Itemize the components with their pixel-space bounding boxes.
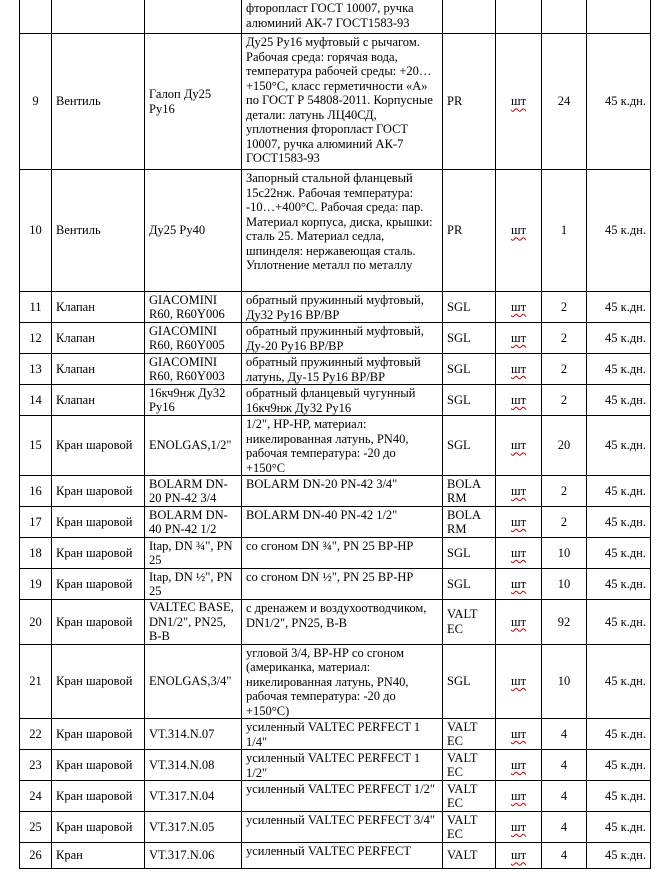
table-row — [20, 292, 651, 323]
item-model: VALTEC BASE, DN1/2", PN25, В-В — [145, 600, 242, 645]
item-quantity: 92 — [542, 600, 587, 645]
item-description: с дренажем и воздухоотводчиком, DN1/2", PN25, В-В — [242, 600, 443, 645]
row-number: 22 — [20, 719, 52, 750]
item-name: Кран шаровой — [52, 569, 145, 600]
unit-text: шт — [510, 299, 527, 314]
item-manufacturer: VALT EC — [443, 600, 496, 645]
item-description: усиленный VALTEC PERFECT 1/2" — [242, 781, 443, 812]
item-unit — [496, 750, 542, 781]
item-manufacturer: SGL — [443, 416, 496, 476]
item-quantity: 4 — [542, 781, 587, 812]
item-manufacturer: SGL — [443, 292, 496, 323]
item-quantity: 2 — [542, 292, 587, 323]
item-name: Кран шаровой — [52, 476, 145, 507]
item-quantity: 10 — [542, 538, 587, 569]
item-description: усиленный VALTEC PERFECT 1 1/2" — [242, 750, 443, 781]
item-quantity: 10 — [542, 569, 587, 600]
unit-text: шт — [510, 483, 527, 498]
item-model: VT.314.N.08 — [145, 750, 242, 781]
table-row — [20, 416, 651, 476]
unit-text: шт — [510, 545, 527, 560]
item-model: ENOLGAS,3/4" — [145, 644, 242, 719]
row-number: 16 — [20, 476, 52, 507]
unit-text: шт — [510, 726, 527, 741]
item-model: GIACOMINI R60, R60Y006 — [145, 292, 242, 323]
row-number: 10 — [20, 170, 52, 292]
item-delivery-term: 45 к.дн. — [587, 750, 651, 781]
item-unit — [496, 476, 542, 507]
item-manufacturer: SGL — [443, 538, 496, 569]
item-delivery-term: 45 к.дн. — [587, 538, 651, 569]
table-row — [20, 569, 651, 600]
item-delivery-term: 45 к.дн. — [587, 34, 651, 170]
item-quantity: 20 — [542, 416, 587, 476]
item-description: BOLARM DN-40 PN-42 1/2" — [242, 507, 443, 538]
item-name: Кран шаровой — [52, 600, 145, 645]
item-manufacturer: VALT EC — [443, 812, 496, 843]
item-model — [145, 0, 242, 34]
item-quantity: 2 — [542, 385, 587, 416]
unit-text: шт — [510, 223, 527, 238]
item-description: со сгоном DN ½", PN 25 ВР-НР — [242, 569, 443, 600]
item-manufacturer: VALT EC — [443, 719, 496, 750]
item-delivery-term: 45 к.дн. — [587, 812, 651, 843]
table-row — [20, 719, 651, 750]
table-body — [20, 0, 651, 869]
item-delivery-term: 45 к.дн. — [587, 644, 651, 719]
table-row — [20, 476, 651, 507]
item-description: усиленный VALTEC PERFECT 3/4" — [242, 812, 443, 843]
item-delivery-term: 45 к.дн. — [587, 354, 651, 385]
item-manufacturer: BOLA RM — [443, 507, 496, 538]
item-name: Кран шаровой — [52, 416, 145, 476]
item-manufacturer — [443, 0, 496, 34]
item-description: обратный фланцевый чугунный 16кч9нж Ду32 Ру16 — [242, 385, 443, 416]
item-name: Клапан — [52, 354, 145, 385]
specification-table — [19, 0, 651, 869]
item-name: Клапан — [52, 292, 145, 323]
item-quantity: 2 — [542, 354, 587, 385]
item-quantity: 10 — [542, 644, 587, 719]
item-name: Кран шаровой — [52, 644, 145, 719]
item-manufacturer: VALT EC — [443, 750, 496, 781]
row-number: 9 — [20, 34, 52, 170]
item-model: Itap, DN ½", PN 25 — [145, 569, 242, 600]
item-delivery-term: 45 к.дн. — [587, 569, 651, 600]
item-manufacturer: SGL — [443, 385, 496, 416]
row-number — [20, 0, 52, 34]
item-manufacturer: VALT EC — [443, 781, 496, 812]
unit-text: шт — [510, 848, 527, 863]
item-name: Кран шаровой — [52, 507, 145, 538]
item-description: Ду25 Ру16 муфтовый с рычагом. Рабочая среда: горячая вода, температура рабочей среды: +20…+150°С, класс герметичности «А» по ГОСТ Р 54808-2011. Корпусные детали: латунь ЛЦ40СД, уплотнения фторопласт ГОСТ 10007, ручка алюминий АК-7 ГОСТ1583-93 — [242, 34, 443, 170]
item-unit — [496, 569, 542, 600]
item-unit — [496, 0, 542, 34]
item-model: Itap, DN ¾", PN 25 — [145, 538, 242, 569]
item-description: угловой 3/4, ВР-НР со сгоном (американка, материал: никелированная латунь, PN40, рабочая температура: -20 до +150°С) — [242, 644, 443, 719]
item-delivery-term: 45 к.дн. — [587, 507, 651, 538]
row-number: 18 — [20, 538, 52, 569]
unit-text: шт — [510, 819, 527, 834]
table-row — [20, 385, 651, 416]
item-quantity: 24 — [542, 34, 587, 170]
unit-text: шт — [510, 757, 527, 772]
item-description: обратный пружинный муфтовый, Ду32 Ру16 ВР/ВР — [242, 292, 443, 323]
item-name: Кран шаровой — [52, 812, 145, 843]
item-description: Запорный стальной фланцевый 15с22нж. Рабочая температура: -10…+400°С. Рабочая среда: пар. Материал корпуса, диска, крышки: сталь 25. Материал седла, шпинделя: нержавеющая сталь. Уплотнение металл по металлу — [242, 170, 443, 292]
item-delivery-term: 45 к.дн. — [587, 781, 651, 812]
item-delivery-term: 45 к.дн. — [587, 416, 651, 476]
unit-text: шт — [510, 614, 527, 629]
unit-text: шт — [510, 438, 527, 453]
item-manufacturer: SGL — [443, 354, 496, 385]
item-unit — [496, 538, 542, 569]
item-description: обратный пружинный муфтовый латунь, Ду-15 Ру16 ВР/ВР — [242, 354, 443, 385]
table-row — [20, 644, 651, 719]
unit-text: шт — [510, 330, 527, 345]
item-description: фторопласт ГОСТ 10007, ручка алюминий АК-7 ГОСТ1583-93 — [242, 0, 443, 34]
item-quantity: 4 — [542, 812, 587, 843]
unit-text: шт — [510, 674, 527, 688]
item-manufacturer: VALT — [443, 843, 496, 869]
item-unit — [496, 812, 542, 843]
item-model: BOLARM DN-40 PN-42 1/2 — [145, 507, 242, 538]
row-number: 11 — [20, 292, 52, 323]
item-model: Ду25 Ру40 — [145, 170, 242, 292]
item-quantity — [542, 0, 587, 34]
table-row — [20, 600, 651, 645]
item-model: VT.317.N.06 — [145, 843, 242, 869]
item-name: Кран шаровой — [52, 781, 145, 812]
row-number: 25 — [20, 812, 52, 843]
item-unit — [496, 781, 542, 812]
unit-text: шт — [510, 576, 527, 591]
table-row — [20, 34, 651, 170]
item-unit — [496, 34, 542, 170]
item-quantity: 4 — [542, 843, 587, 869]
row-number: 15 — [20, 416, 52, 476]
item-unit — [496, 507, 542, 538]
table-row — [20, 0, 651, 34]
item-name: Кран шаровой — [52, 538, 145, 569]
item-model: GIACOMINI R60, R60Y005 — [145, 323, 242, 354]
item-name: Вентиль — [52, 34, 145, 170]
item-quantity: 4 — [542, 750, 587, 781]
item-description: 1/2", НР-НР, материал: никелированная латунь, PN40, рабочая температура: -20 до +150°С — [242, 416, 443, 476]
item-model: VT.317.N.04 — [145, 781, 242, 812]
item-name: Вентиль — [52, 170, 145, 292]
table-row — [20, 170, 651, 292]
item-manufacturer: SGL — [443, 644, 496, 719]
item-name: Клапан — [52, 385, 145, 416]
item-model: Галоп Ду25 Ру16 — [145, 34, 242, 170]
unit-text: шт — [510, 788, 527, 803]
item-unit — [496, 719, 542, 750]
unit-text: шт — [510, 392, 527, 407]
item-delivery-term — [587, 0, 651, 34]
item-delivery-term: 45 к.дн. — [587, 600, 651, 645]
item-model: ENOLGAS,1/2" — [145, 416, 242, 476]
item-unit — [496, 600, 542, 645]
item-model: 16кч9нж Ду32 Ру16 — [145, 385, 242, 416]
item-quantity: 1 — [542, 170, 587, 292]
item-name: Кран — [52, 843, 145, 869]
unit-text: шт — [510, 94, 527, 109]
item-delivery-term: 45 к.дн. — [587, 292, 651, 323]
item-quantity: 4 — [542, 719, 587, 750]
row-number: 17 — [20, 507, 52, 538]
item-model: GIACOMINI R60, R60Y003 — [145, 354, 242, 385]
item-description: усиленный VALTEC PERFECT — [242, 843, 443, 869]
item-delivery-term: 45 к.дн. — [587, 170, 651, 292]
table-row — [20, 354, 651, 385]
item-name — [52, 0, 145, 34]
item-model: VT.317.N.05 — [145, 812, 242, 843]
item-manufacturer: SGL — [443, 323, 496, 354]
item-delivery-term: 45 к.дн. — [587, 719, 651, 750]
item-description: обратный пружинный муфтовый, Ду-20 Ру16 ВР/ВР — [242, 323, 443, 354]
item-name: Кран шаровой — [52, 750, 145, 781]
item-manufacturer: PR — [443, 170, 496, 292]
row-number: 19 — [20, 569, 52, 600]
row-number: 26 — [20, 843, 52, 869]
item-model: VT.314.N.07 — [145, 719, 242, 750]
table-row — [20, 843, 651, 869]
table-row — [20, 507, 651, 538]
item-unit — [496, 323, 542, 354]
unit-text: шт — [510, 361, 527, 376]
item-unit — [496, 416, 542, 476]
table-row — [20, 538, 651, 569]
item-unit — [496, 644, 542, 719]
item-model: BOLARM DN-20 PN-42 3/4 — [145, 476, 242, 507]
item-manufacturer: BOLA RM — [443, 476, 496, 507]
item-description: со сгоном DN ¾", PN 25 ВР-НР — [242, 538, 443, 569]
unit-text: шт — [510, 514, 527, 529]
item-name: Клапан — [52, 323, 145, 354]
item-delivery-term: 45 к.дн. — [587, 476, 651, 507]
row-number: 23 — [20, 750, 52, 781]
item-manufacturer: SGL — [443, 569, 496, 600]
row-number: 13 — [20, 354, 52, 385]
item-quantity: 2 — [542, 476, 587, 507]
item-unit — [496, 843, 542, 869]
row-number: 20 — [20, 600, 52, 645]
item-unit — [496, 292, 542, 323]
item-name: Кран шаровой — [52, 719, 145, 750]
row-number: 21 — [20, 644, 52, 719]
table-row — [20, 750, 651, 781]
item-delivery-term: 45 к.дн. — [587, 323, 651, 354]
item-description: усиленный VALTEC PERFECT 1 1/4" — [242, 719, 443, 750]
item-unit — [496, 385, 542, 416]
row-number: 14 — [20, 385, 52, 416]
item-manufacturer: PR — [443, 34, 496, 170]
item-quantity: 2 — [542, 323, 587, 354]
item-unit — [496, 170, 542, 292]
row-number: 24 — [20, 781, 52, 812]
item-description: BOLARM DN-20 PN-42 3/4" — [242, 476, 443, 507]
item-quantity: 2 — [542, 507, 587, 538]
row-number: 12 — [20, 323, 52, 354]
item-delivery-term: 45 к.дн. — [587, 385, 651, 416]
table-row — [20, 323, 651, 354]
item-delivery-term: 45 к.дн. — [587, 843, 651, 869]
item-unit — [496, 354, 542, 385]
table-row — [20, 781, 651, 812]
table-row — [20, 812, 651, 843]
